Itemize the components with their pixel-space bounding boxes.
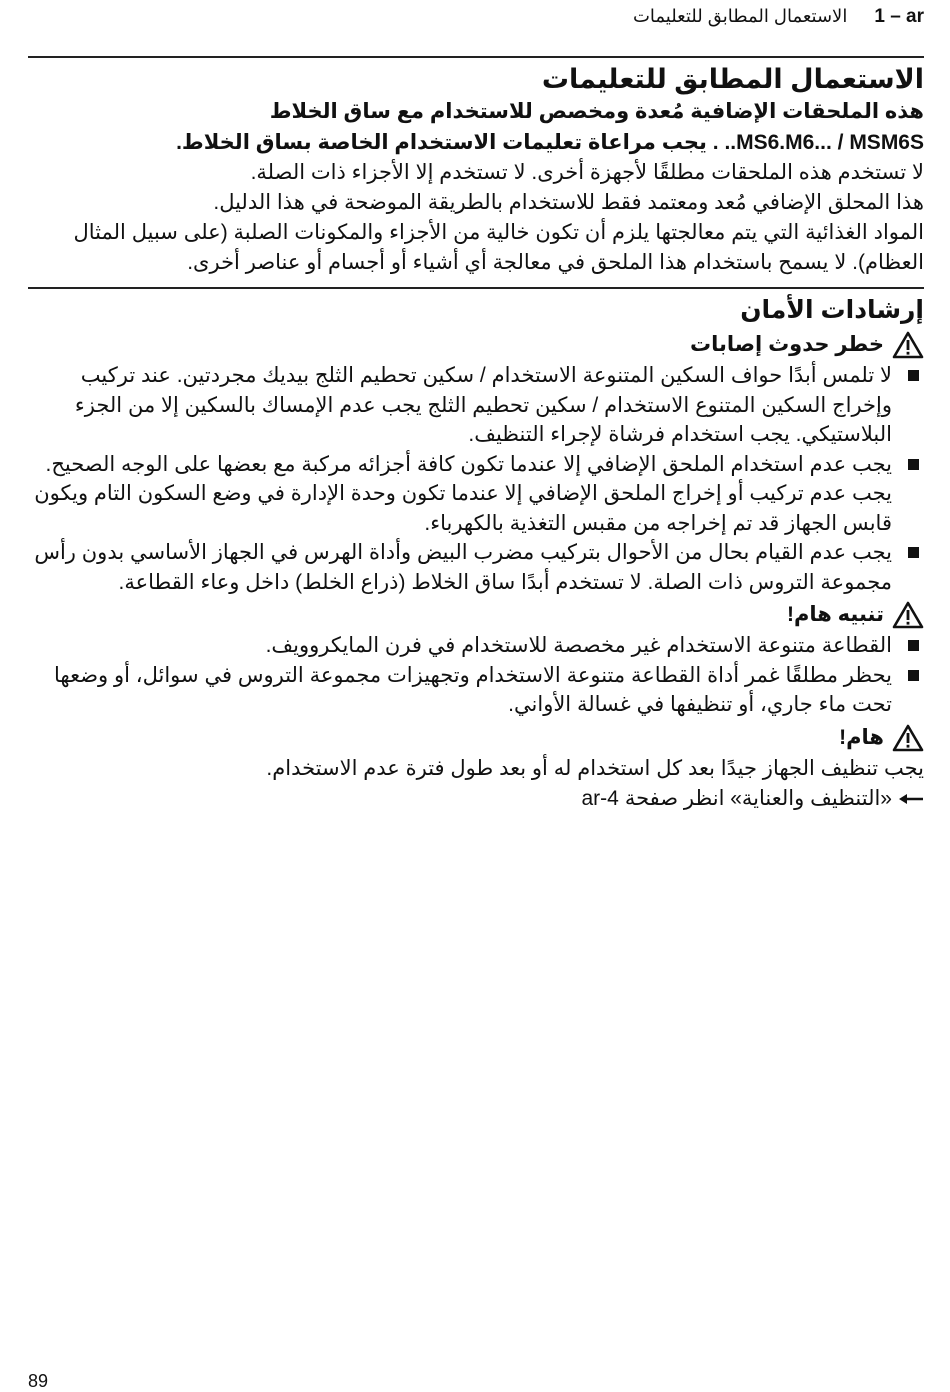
- list-item: يجب عدم القيام بحال من الأحوال بتركيب مضرب البيض وأداة الهرس في الجهاز الأساسي بدون رأس مجموعة التروس ذات الصلة. لا تستخدم أبدًا ساق الخلاط (ذراع الخلط) داخل وعاء القطاعة.: [28, 538, 924, 597]
- caution-label: تنبيه هام!: [786, 603, 884, 626]
- intended-use-title: الاستعمال المطابق للتعليمات: [541, 64, 924, 94]
- bullet-square-icon: [908, 640, 919, 651]
- cross-reference[interactable]: [28, 784, 924, 814]
- important-heading: [28, 722, 924, 754]
- running-header: [28, 6, 924, 32]
- injury-warning-label: خطر حدوث إصابات: [690, 333, 884, 356]
- document-page: [28, 0, 924, 1392]
- cross-reference-page[interactable]: ar-4: [581, 786, 619, 810]
- important-label: هام!: [839, 725, 884, 749]
- section-code: 1 – ar: [874, 6, 924, 27]
- injury-warning-list: [28, 361, 924, 597]
- caution-list: [28, 631, 924, 720]
- paragraph: هذا المحلق الإضافي مُعد ومعتمد فقط للاستخدام بالطريقة الموضحة في هذا الدليل.: [213, 191, 924, 214]
- list-item: القطاعة متنوعة الاستخدام غير مخصصة للاستخدام في فرن المايكروويف.: [28, 631, 924, 661]
- safety-title: إرشادات الأمان: [740, 296, 924, 324]
- safety-section: [28, 293, 924, 814]
- bullet-square-icon: [908, 370, 919, 381]
- paragraph: المواد الغذائية التي يتم معالجتها يلزم أن تكون خالية من الأجزاء والمكونات الصلبة (على سبيل المثال العظام). لا يسمح باستخدام هذا الملحق في معالجة أي أشياء أو أجسام أو عناصر أخرى.: [73, 221, 924, 274]
- intended-use-section: [28, 62, 924, 278]
- list-item: يجب عدم استخدام الملحق الإضافي إلا عندما تكون كافة أجزائه مركبة مع بعضها على الوجه الصحيح. يجب عدم تركيب أو إخراج الملحق الإضافي إلا عندما تكون وحدة الإدارة في وضع السكون التام ويكون قابس الجهاز قد تم إخراجه من مقبس التغذية بالكهرباء.: [28, 450, 924, 539]
- injury-warning-heading: [28, 329, 924, 361]
- model-compatibility-note: MS6.M6... / MSM6S.. . يجب مراعاة تعليمات الاستخدام الخاصة بساق الخلاط.: [176, 131, 924, 154]
- divider: [28, 287, 924, 289]
- list-item: لا تلمس أبدًا حواف السكين المتنوعة الاستخدام / سكين تحطيم الثلج بيديك مجردتين. عند تركيب وإخراج السكين المتنوع الاستخدام / سكين تحطيم الثلج يجب عدم الإمساك بالسكين إلا من الجزء البلاستيكي. يجب استخدام فرشاة لإجراء التنظيف.: [28, 361, 924, 450]
- caution-heading: [28, 599, 924, 631]
- cleaning-note: يجب تنظيف الجهاز جيدًا بعد كل استخدام له أو بعد طول فترة عدم الاستخدام.: [266, 756, 924, 780]
- warning-triangle-icon: [892, 601, 924, 629]
- cross-reference-text: «التنظيف والعناية» انظر صفحة: [624, 786, 892, 810]
- bullet-square-icon: [908, 459, 919, 470]
- divider: [28, 56, 924, 58]
- arrow-left-icon: [898, 792, 924, 806]
- running-header-title: الاستعمال المطابق للتعليمات: [632, 6, 848, 26]
- paragraph: لا تستخدم هذه الملحقات مطلقًا لأجهزة أخرى. لا تستخدم إلا الأجزاء ذات الصلة.: [250, 161, 924, 184]
- list-item: يحظر مطلقًا غمر أداة القطاعة متنوعة الاستخدام وتجهيزات مجموعة التروس في سوائل، أو وضعها تحت ماء جاري، أو تنظيفها في غسالة الأواني.: [28, 661, 924, 720]
- page-number: 89: [28, 1371, 49, 1391]
- intended-use-subtitle: هذه الملحقات الإضافية مُعدة ومخصص للاستخدام مع ساق الخلاط: [269, 100, 924, 123]
- warning-triangle-icon: [892, 724, 924, 752]
- bullet-square-icon: [908, 670, 919, 681]
- bullet-square-icon: [908, 547, 919, 558]
- warning-triangle-icon: [892, 331, 924, 359]
